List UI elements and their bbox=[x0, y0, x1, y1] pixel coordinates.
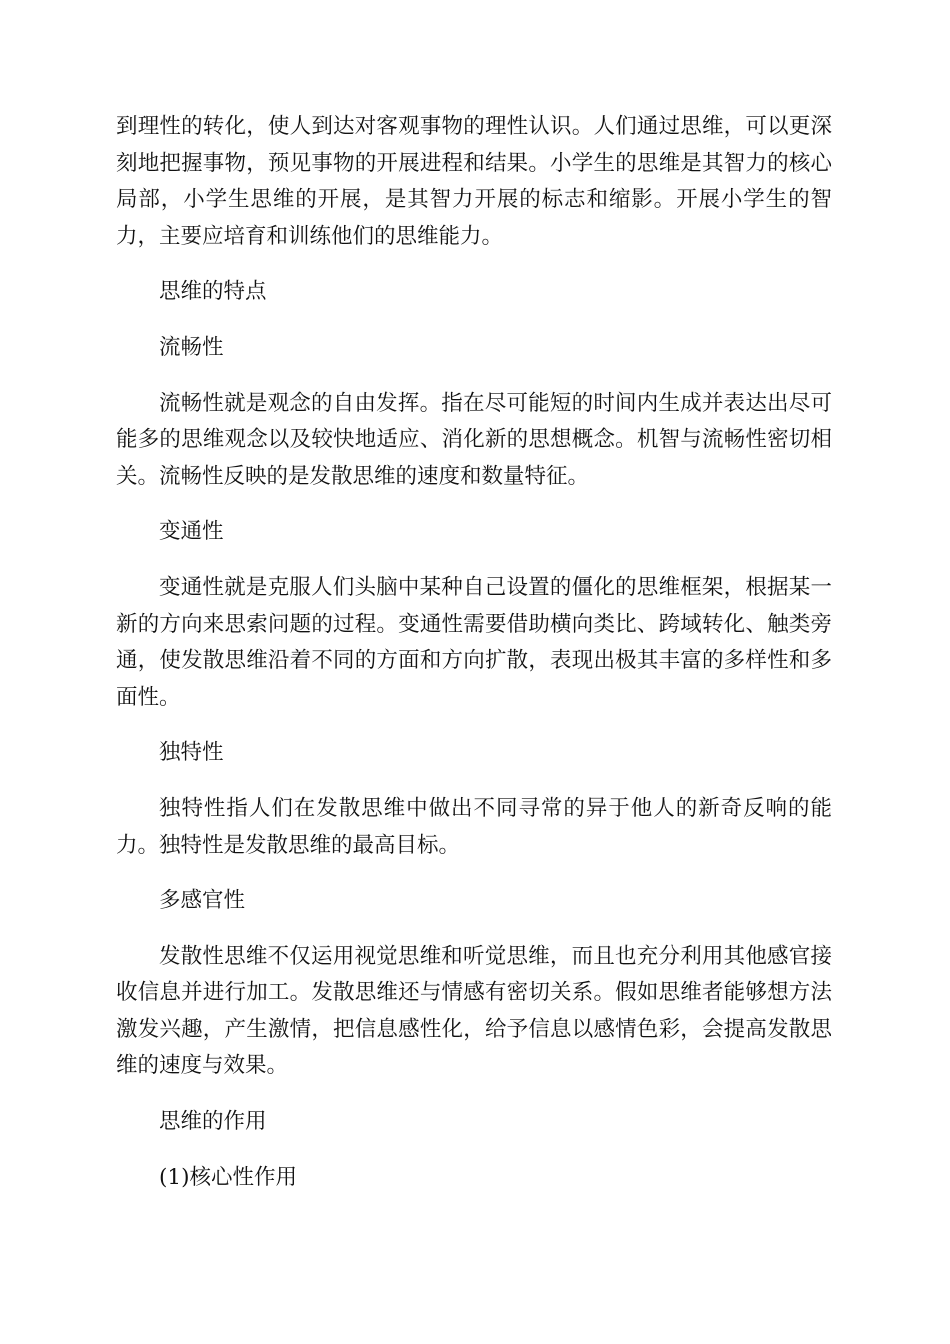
heading-core-role: (1)核心性作用 bbox=[159, 1164, 297, 1190]
heading-fluency: 流畅性 bbox=[159, 334, 224, 360]
heading-thinking-features: 思维的特点 bbox=[159, 279, 267, 305]
document-page bbox=[116, 109, 832, 1215]
heading-flexibility: 变通性 bbox=[159, 519, 224, 545]
paragraph-flexibility: 变通性就是克服人们头脑中某种自己设置的僵化的思维框架，根据某一新的方向来思索问题的过程。变通性需要借助横向类比、跨域转化、触类旁通，使发散思维沿着不同的方面和方向扩散，表现出极其丰富的多样性和多面性。 bbox=[116, 574, 832, 710]
paragraph-originality: 独特性指人们在发散思维中做出不同寻常的异于他人的新奇反响的能力。独特性是发散思维的最高目标。 bbox=[116, 795, 832, 858]
heading-multisensory: 多感官性 bbox=[159, 888, 246, 914]
heading-thinking-role: 思维的作用 bbox=[159, 1109, 267, 1135]
heading-originality: 独特性 bbox=[159, 740, 224, 766]
paragraph-fluency: 流畅性就是观念的自由发挥。指在尽可能短的时间内生成并表达出尽可能多的思维观念以及较快地适应、消化新的思想概念。机智与流畅性密切相关。流畅性反映的是发散思维的速度和数量特征。 bbox=[116, 390, 832, 489]
paragraph-rational-cognition: 到理性的转化，使人到达对客观事物的理性认识。人们通过思维，可以更深刻地把握事物，预见事物的开展进程和结果。小学生的思维是其智力的核心局部，小学生思维的开展，是其智力开展的标志和缩影。开展小学生的智力，主要应培育和训练他们的思维能力。 bbox=[116, 114, 832, 249]
paragraph-multisensory: 发散性思维不仅运用视觉思维和听觉思维，而且也充分利用其他感官接收信息并进行加工。发散思维还与情感有密切关系。假如思维者能够想方法激发兴趣，产生激情，把信息感性化，给予信息以感情色彩，会提高发散思维的速度与效果。 bbox=[116, 943, 832, 1079]
